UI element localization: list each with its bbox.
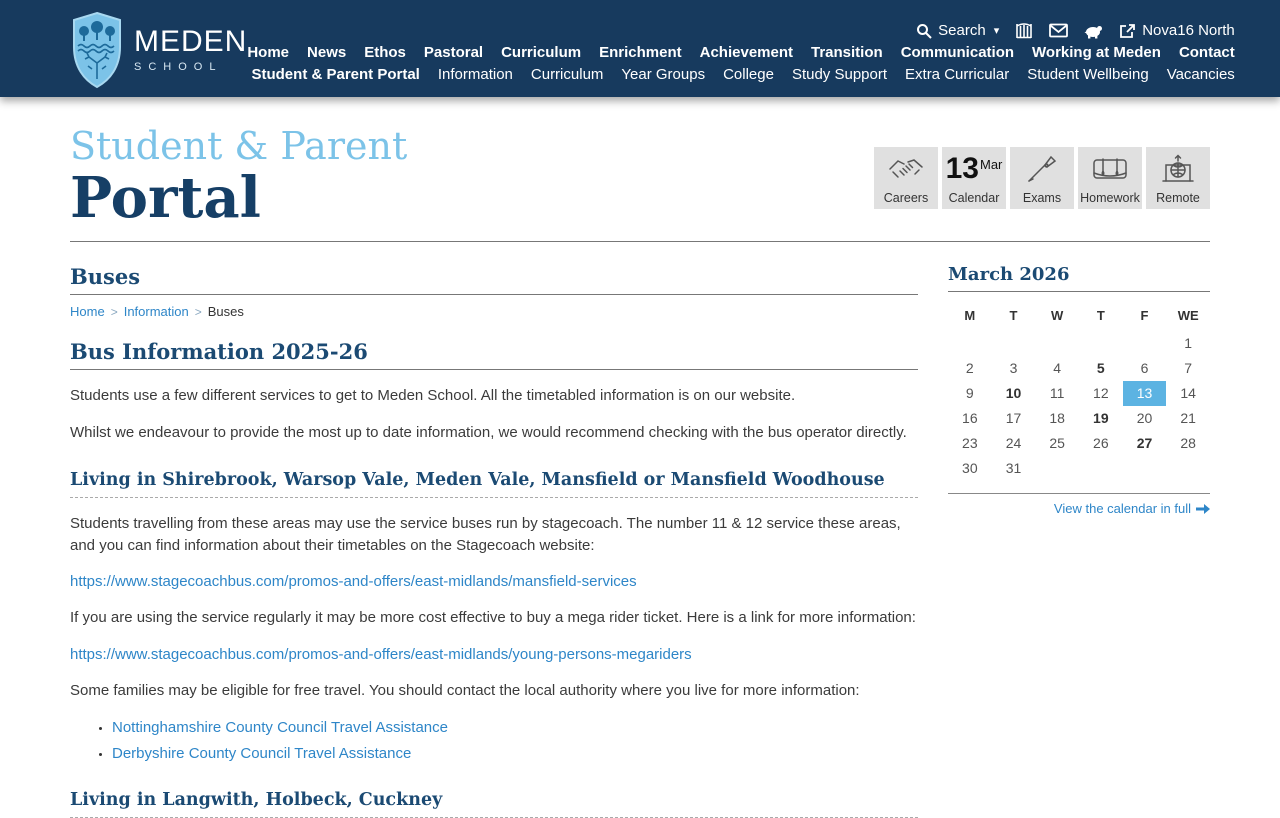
breadcrumb-home[interactable]: Home [70, 304, 105, 320]
calendar-date-cell[interactable]: 14 [1180, 385, 1196, 402]
hero-title-line2: Portal [70, 164, 261, 231]
calendar-empty-cell [1166, 456, 1210, 481]
calendar-day-header: W [1051, 308, 1064, 324]
primary-nav-item[interactable]: Curriculum [501, 44, 582, 61]
calendar-month-abbr: Mar [979, 157, 1003, 173]
quicklink-calendar[interactable] [942, 147, 1006, 209]
primary-nav-item[interactable]: News [307, 44, 347, 61]
calendar-date-cell[interactable]: 18 [1049, 410, 1065, 427]
calendar-title: March 2026 [948, 264, 1210, 292]
calendar-date-cell[interactable]: 10 [1005, 385, 1022, 402]
primary-nav-item[interactable]: Communication [900, 44, 1015, 61]
calendar-date-cell[interactable]: 4 [1053, 360, 1062, 377]
intro-paragraph: Students use a few different services to get to Meden School. All the timetabled information is on our website. [70, 387, 796, 405]
primary-nav-item[interactable]: Ethos [364, 44, 406, 61]
external-app-link[interactable] [1119, 22, 1235, 39]
secondary-nav-item[interactable]: College [723, 66, 774, 83]
chevron-down-icon: ▾ [993, 25, 1000, 37]
calendar-date-cell[interactable]: 3 [1009, 360, 1018, 377]
secondary-nav-item[interactable]: Student & Parent Portal [251, 66, 420, 83]
calendar-date-cell[interactable]: 2 [965, 360, 974, 377]
primary-nav-item[interactable]: Transition [811, 44, 883, 61]
calendar-date-cell[interactable]: 17 [1005, 410, 1022, 427]
school-logo[interactable] [70, 9, 247, 89]
calendar-empty-cell [1123, 456, 1167, 481]
section-heading-shirebrook: Living in Shirebrook, Warsop Vale, Meden Vale, Mansfield or Mansfield Woodhouse [70, 470, 918, 498]
primary-nav-item[interactable]: Contact [1178, 44, 1235, 61]
travel-assistance-link[interactable]: • Nottinghamshire County Council Travel Assistance [112, 717, 918, 738]
secondary-nav-item[interactable]: Vacancies [1166, 66, 1235, 83]
calendar-date-cell[interactable]: 30 [962, 460, 978, 477]
quicklink-homework[interactable] [1078, 147, 1142, 209]
secondary-nav-item[interactable]: Extra Curricular [905, 66, 1010, 83]
search-label: Search [938, 22, 986, 39]
quicklinks-bar [874, 147, 1210, 209]
stagecoach-mansfield-link[interactable]: https://www.stagecoachbus.com/promos-and-offers/east-midlands/mansfield-services [70, 573, 637, 591]
calendar-empty-cell [1035, 456, 1079, 481]
calendar-empty-cell [1123, 331, 1167, 356]
arrow-right-icon [1196, 503, 1210, 515]
calendar-empty-cell [1079, 456, 1123, 481]
calendar-day-header: T [1009, 308, 1018, 324]
intro-paragraph: Whilst we endeavour to provide the most up to date information, we would recommend checking with the bus operator directly. [70, 424, 907, 442]
quicklink-label: Careers [883, 191, 929, 206]
satchel-icon [1091, 147, 1129, 191]
travel-assistance-list [112, 717, 918, 764]
body-paragraph: If you are using the service regularly it may be more cost effective to buy a mega rider ticket. Here is a link for more information: [70, 609, 916, 627]
primary-nav-item[interactable]: Enrichment [599, 44, 682, 61]
calendar-date-cell[interactable]: 12 [1093, 385, 1109, 402]
external-app-label: Nova16 North [1142, 22, 1235, 39]
calendar-empty-cell [948, 331, 992, 356]
quicklink-exams[interactable] [1010, 147, 1074, 209]
secondary-nav-item[interactable]: Year Groups [621, 66, 706, 83]
stagecoach-megarider-link[interactable]: https://www.stagecoachbus.com/promos-and-offers/east-midlands/young-persons-megariders [70, 646, 692, 664]
secondary-nav-item[interactable]: Curriculum [530, 66, 604, 83]
calendar-date-cell[interactable]: 20 [1136, 410, 1153, 427]
calendar-day-header: M [964, 308, 976, 324]
calendar-date-cell[interactable]: 11 [1049, 385, 1065, 402]
calendar-divider [948, 493, 1210, 494]
calendar-grid [948, 302, 1210, 481]
secondary-nav-item[interactable]: Information [437, 66, 513, 83]
quicklink-remote[interactable] [1146, 147, 1210, 209]
page-hero-title [70, 124, 408, 231]
view-full-calendar-label: View the calendar in full [1053, 501, 1191, 517]
secondary-nav [251, 66, 1234, 83]
calendar-date-cell[interactable]: 1 [1184, 335, 1193, 352]
quicklink-label: Exams [1022, 191, 1062, 206]
calendar-date-cell[interactable]: 25 [1049, 435, 1065, 452]
section-heading-langwith: Living in Langwith, Holbeck, Cuckney [70, 790, 918, 818]
calendar-date-cell[interactable]: 21 [1180, 410, 1196, 427]
school-crest-icon [70, 11, 124, 89]
primary-nav [247, 44, 1234, 61]
article-heading: Bus Information 2025-26 [70, 339, 918, 370]
email-icon[interactable] [1049, 23, 1068, 38]
breadcrumb-current: Buses [207, 304, 244, 320]
external-link-icon [1119, 23, 1136, 39]
body-paragraph: Students travelling from these areas may use the service buses run by stagecoach. The number 11 & 12 service these areas, and you can find information about their timetables on the Stagecoach website: [70, 514, 901, 554]
laptop-globe-icon [1160, 147, 1196, 191]
hero-divider [70, 241, 1210, 242]
breadcrumb [70, 304, 918, 319]
breadcrumb-separator: > [110, 304, 118, 319]
calendar-date-cell[interactable]: 24 [1005, 435, 1022, 452]
calendar-day-header: F [1140, 308, 1149, 324]
calendar-empty-cell [992, 331, 1036, 356]
breadcrumb-separator: > [194, 304, 202, 319]
secondary-nav-item[interactable]: Student Wellbeing [1027, 66, 1149, 83]
calendar-date-cell[interactable]: 27 [1136, 435, 1153, 452]
secondary-nav-item[interactable]: Study Support [791, 66, 888, 83]
calendar-day-header: T [1096, 308, 1105, 324]
calendar-widget [948, 264, 1210, 818]
calendar-date-cell[interactable]: 19 [1093, 410, 1109, 427]
quicklink-label: Remote [1156, 191, 1200, 206]
calendar-date-cell[interactable]: 7 [1184, 360, 1193, 377]
primary-nav-item[interactable]: Pastoral [423, 44, 484, 61]
calendar-date-cell[interactable]: 5 [1096, 360, 1105, 377]
primary-nav-item[interactable]: Working at Meden [1032, 44, 1161, 61]
calendar-date-cell[interactable]: 9 [965, 385, 974, 402]
search-button[interactable] [916, 22, 999, 39]
calendar-date-cell[interactable]: 6 [1140, 360, 1149, 377]
school-gates-icon[interactable] [1015, 22, 1033, 39]
calendar-date-cell[interactable]: 31 [1005, 460, 1022, 477]
search-icon [916, 23, 932, 39]
calendar-date-cell[interactable]: 16 [962, 410, 978, 427]
pen-nib-icon [1025, 147, 1059, 191]
breadcrumb-information[interactable]: Information [123, 304, 189, 320]
logo-main-text: MEDEN [134, 24, 248, 58]
calendar-empty-cell [1079, 331, 1123, 356]
quicklink-label: Homework [1080, 191, 1140, 206]
handshake-icon [887, 147, 925, 191]
logo-sub-text: SCHOOL [134, 60, 223, 73]
calendar-empty-cell [1035, 331, 1079, 356]
calendar-date-cell[interactable]: 23 [962, 435, 978, 452]
view-full-calendar-link[interactable] [948, 501, 1210, 516]
calendar-date-cell[interactable]: 28 [1180, 435, 1196, 452]
body-paragraph: Some families may be eligible for free travel. You should contact the local authority where you live for more information: [70, 682, 860, 700]
travel-assistance-link[interactable]: • Derbyshire County Council Travel Assistance [112, 743, 918, 764]
calendar-date-cell[interactable]: 13 [1123, 381, 1167, 406]
primary-nav-item[interactable]: Home [247, 44, 290, 61]
site-header [0, 0, 1280, 97]
calendar-date-cell[interactable]: 26 [1093, 435, 1109, 452]
calendar-day-header: WE [1177, 308, 1199, 324]
calendar-date-icon [946, 147, 1003, 191]
piggy-bank-icon[interactable] [1084, 23, 1103, 39]
quicklink-label: Calendar [948, 191, 1000, 206]
hero-title-line1: Student & Parent [70, 124, 408, 168]
primary-nav-item[interactable]: Achievement [699, 44, 793, 61]
page-title: Buses [70, 264, 918, 295]
calendar-day-number: 13 [945, 152, 979, 186]
quicklink-careers[interactable] [874, 147, 938, 209]
